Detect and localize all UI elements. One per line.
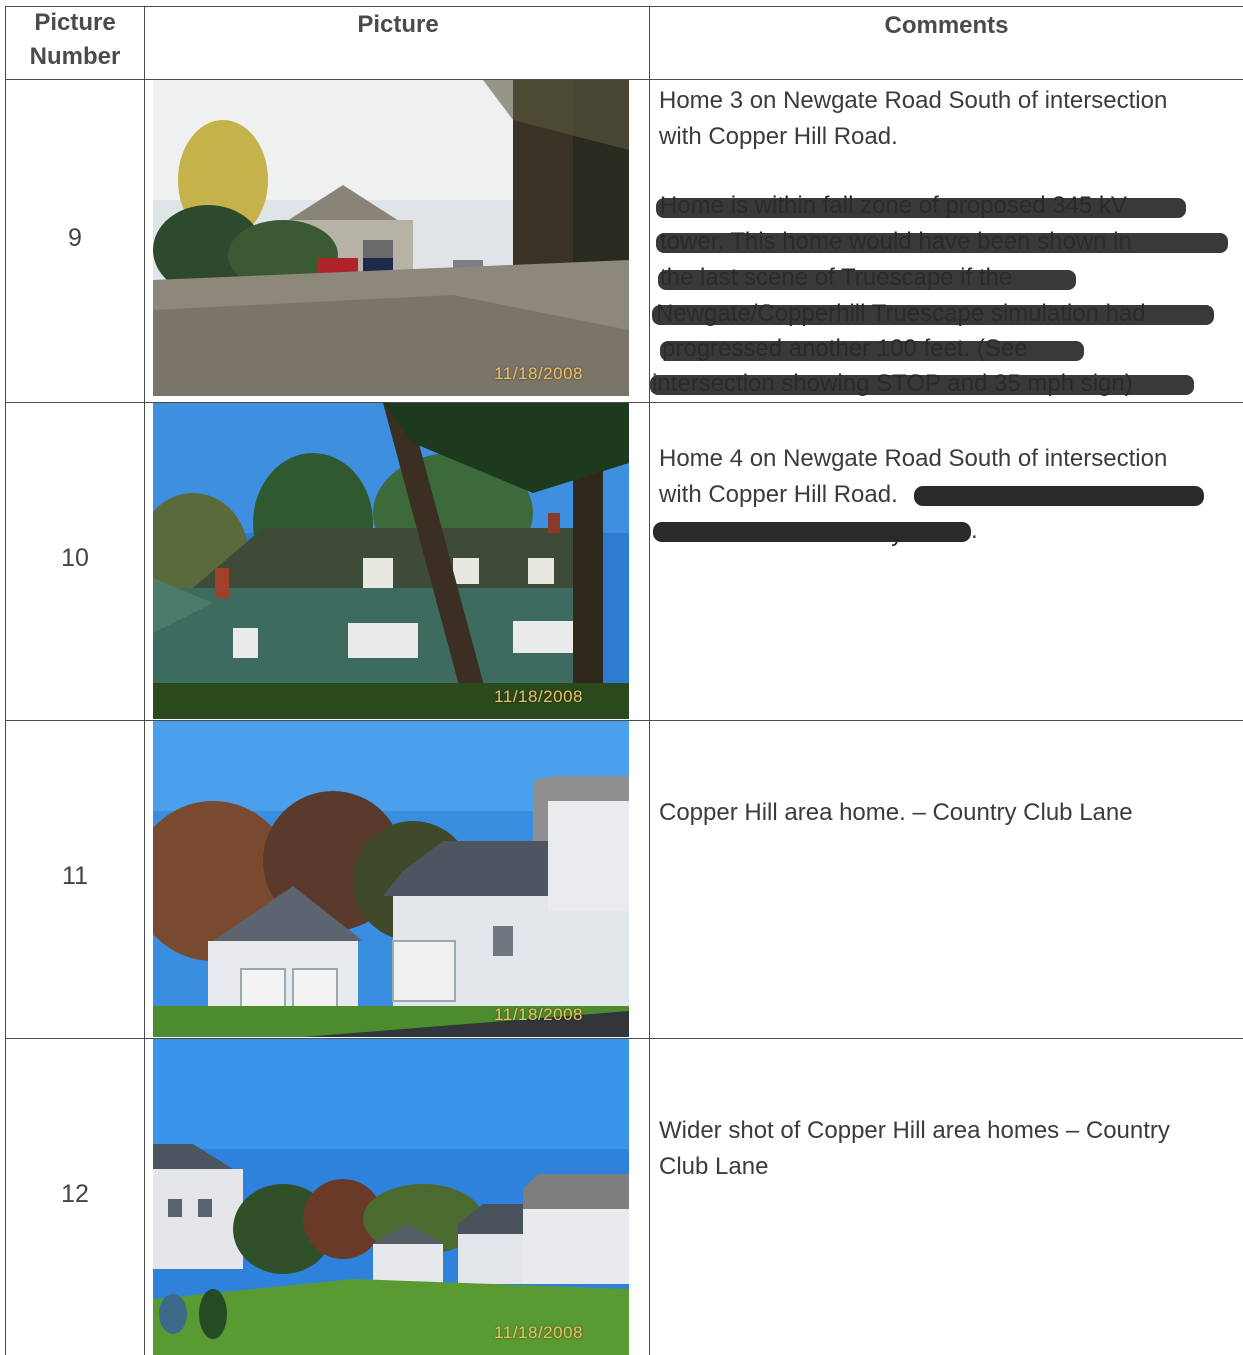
comment-row-12 <box>659 1113 1239 1185</box>
redaction-bar <box>652 305 1214 325</box>
photo-home-3-newgate-road <box>153 80 629 396</box>
redaction-bar <box>656 198 1186 218</box>
redaction-inline <box>653 522 971 542</box>
header-picture: Picture <box>357 11 439 38</box>
picture-number: 11 <box>62 862 88 890</box>
redaction-bar <box>653 522 971 542</box>
comment-row-10 <box>659 441 1239 549</box>
table-border-top <box>5 6 1243 7</box>
comment-line-with-redaction <box>659 477 1239 513</box>
header-picture-number: Picture Number <box>29 9 121 70</box>
comment-line: Home 4 on Newgate Road South of intersection <box>659 445 1168 472</box>
picture-number: 9 <box>68 224 82 252</box>
column-divider <box>144 6 145 1355</box>
redaction-bar <box>650 375 1194 395</box>
comment-line-redacted <box>659 513 1239 549</box>
redaction-inline <box>914 486 1204 506</box>
picture-number: 12 <box>61 1180 89 1208</box>
comment-period: . <box>971 517 978 544</box>
comment-row-9 <box>659 83 1239 155</box>
column-divider <box>649 6 650 1355</box>
photo-country-club-lane-wider-shot <box>153 1039 629 1355</box>
photo-date-stamp: 11/18/2008 <box>494 1005 583 1024</box>
header-comments: Comments <box>884 12 1009 39</box>
redaction-bar <box>656 233 1228 253</box>
table-border-left <box>5 6 6 1355</box>
photo-home-4-newgate-road <box>153 403 629 719</box>
comment-line: Copper Hill area home. – Country Club Lane <box>659 799 1133 826</box>
comment-row-11 <box>659 795 1239 831</box>
comment-line: Club Lane <box>659 1153 769 1180</box>
comment-line: with Copper Hill Road. <box>659 481 898 508</box>
photo-date-stamp: 11/18/2008 <box>494 687 583 706</box>
redaction-bar <box>658 270 1076 290</box>
picture-number: 10 <box>61 544 89 572</box>
redaction-bar <box>914 486 1204 506</box>
photo-date-stamp: 11/18/2008 <box>494 1323 583 1342</box>
photo-country-club-lane-home <box>153 721 629 1037</box>
comment-line: with Copper Hill Road. <box>659 123 898 150</box>
redaction-bar <box>660 341 1084 361</box>
comment-line: Wider shot of Copper Hill area homes – Country <box>659 1117 1170 1144</box>
comment-line: Home 3 on Newgate Road South of intersection <box>659 87 1168 114</box>
photo-date-stamp: 11/18/2008 <box>494 364 583 383</box>
